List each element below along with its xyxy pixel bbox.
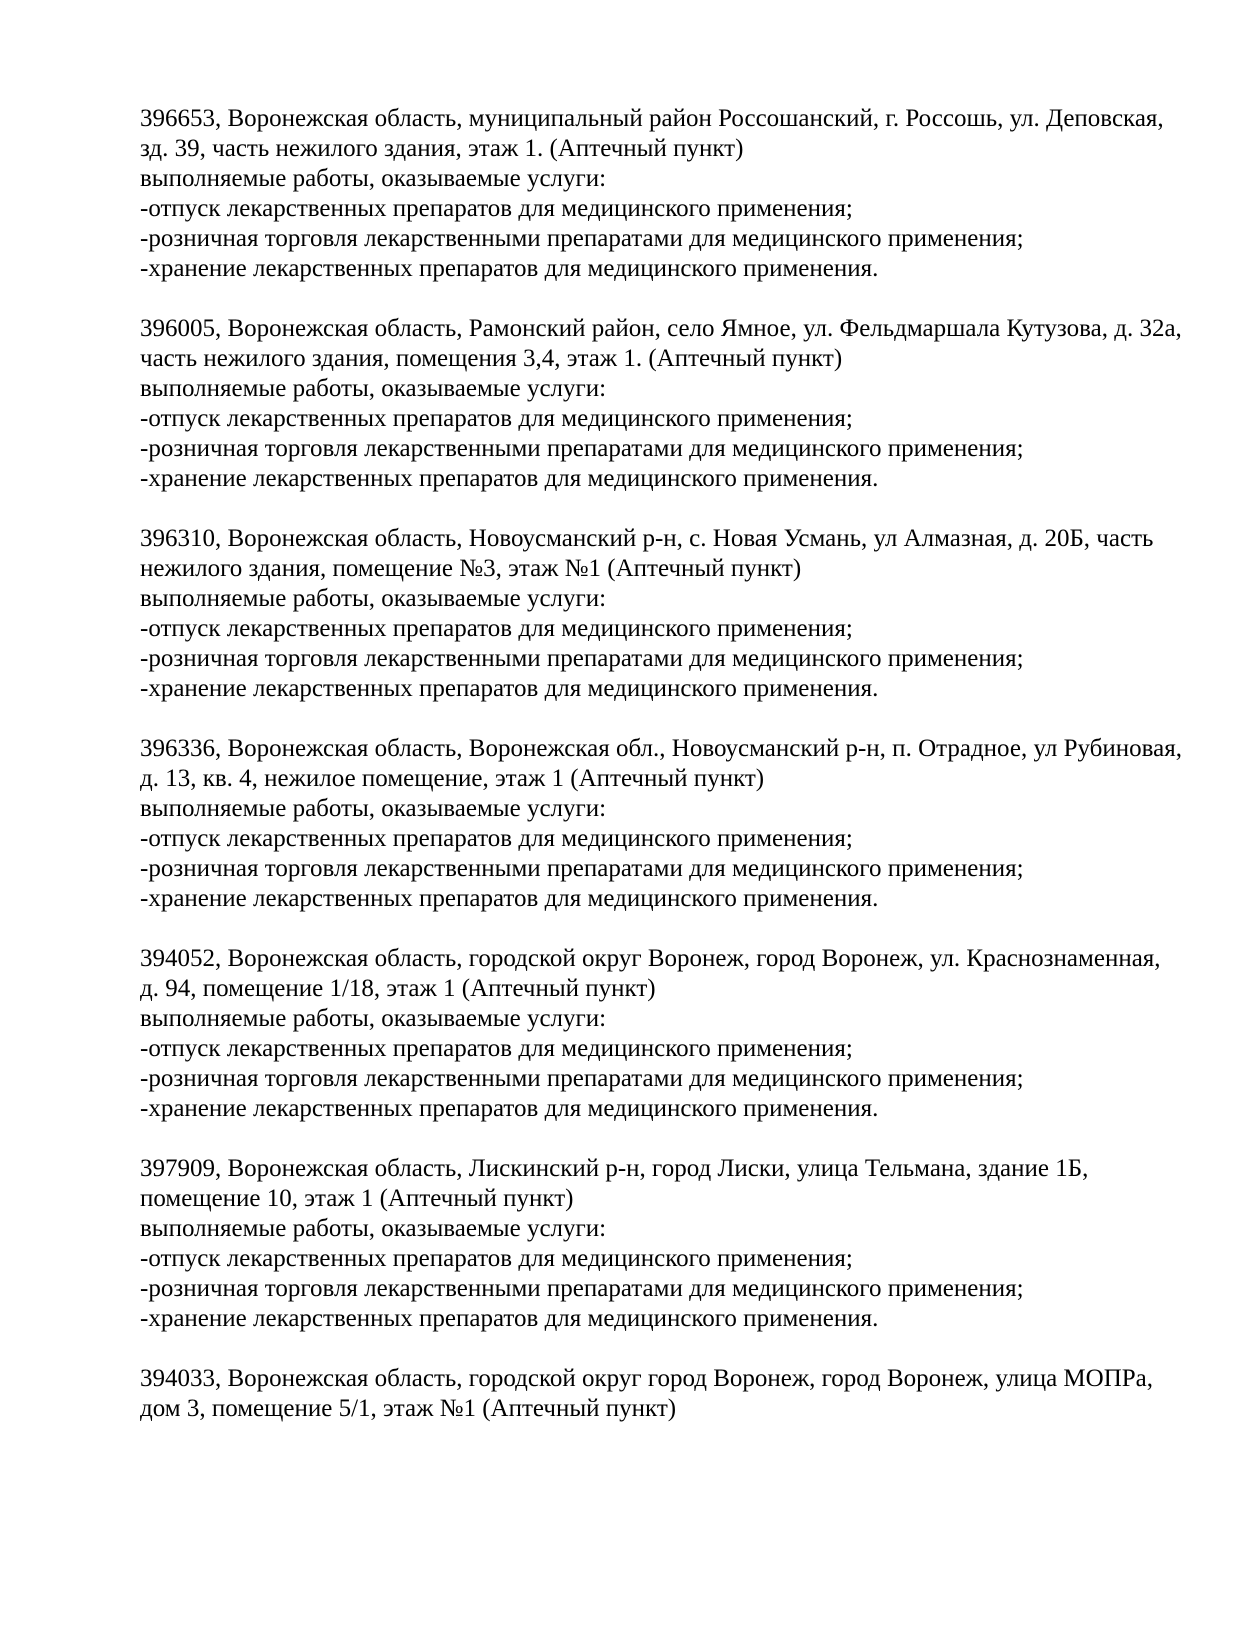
entry-service-line: -хранение лекарственных препаратов для медицинского применения. [140,1305,879,1332]
entry-service-line: -отпуск лекарственных препаратов для медицинского применения; [140,1245,853,1272]
entry-services-header: выполняемые работы, оказываемые услуги: [140,795,607,822]
entry-address: 396336, Воронежская область, Воронежская обл., Новоусманский р-н, п. Отрадное, ул Рубиновая, д. 13, кв. 4, нежилое помещение, этаж 1 (Аптечный пункт) [140,735,1182,792]
entry-services-header: выполняемые работы, оказываемые услуги: [140,585,607,612]
entry-service-line: -розничная торговля лекарственными препаратами для медицинского применения; [140,855,1024,882]
entry-service-line: -отпуск лекарственных препаратов для медицинского применения; [140,1035,853,1062]
entry-service-line: -хранение лекарственных препаратов для медицинского применения. [140,1095,879,1122]
entry-address: 396005, Воронежская область, Рамонский район, село Ямное, ул. Фельдмаршала Кутузова, д. 32а, часть нежилого здания, помещения 3,4, этаж 1. (Аптечный пункт) [140,315,1182,372]
entry-services-header: выполняемые работы, оказываемые услуги: [140,1215,607,1242]
entry-address: 397909, Воронежская область, Лискинский р-н, город Лиски, улица Тельмана, здание 1Б, помещение 10, этаж 1 (Аптечный пункт) [140,1155,1089,1212]
license-entry [140,944,1185,1124]
entry-address: 396310, Воронежская область, Новоусманский р-н, с. Новая Усмань, ул Алмазная, д. 20Б, часть нежилого здания, помещение №3, этаж №1 (Аптечный пункт) [140,525,1154,582]
license-entry [140,524,1185,704]
license-entry [140,314,1185,494]
entry-service-line: -отпуск лекарственных препаратов для медицинского применения; [140,405,853,432]
entry-service-line: -розничная торговля лекарственными препаратами для медицинского применения; [140,435,1024,462]
entry-service-line: -розничная торговля лекарственными препаратами для медицинского применения; [140,1065,1024,1092]
license-entries-list [140,104,1185,1424]
entry-service-line: -отпуск лекарственных препаратов для медицинского применения; [140,615,853,642]
entry-service-line: -хранение лекарственных препаратов для медицинского применения. [140,885,879,912]
license-entry [140,104,1185,284]
license-entry [140,1364,1185,1424]
entry-service-line: -розничная торговля лекарственными препаратами для медицинского применения; [140,225,1024,252]
license-entry [140,1154,1185,1334]
entry-services-header: выполняемые работы, оказываемые услуги: [140,165,607,192]
entry-service-line: -хранение лекарственных препаратов для медицинского применения. [140,465,879,492]
entry-address: 394052, Воронежская область, городской округ Воронеж, город Воронеж, ул. Краснознаменная, д. 94, помещение 1/18, этаж 1 (Аптечный пункт) [140,945,1161,1002]
entry-service-line: -хранение лекарственных препаратов для медицинского применения. [140,255,879,282]
entry-services-header: выполняемые работы, оказываемые услуги: [140,1005,607,1032]
entry-service-line: -отпуск лекарственных препаратов для медицинского применения; [140,825,853,852]
entry-service-line: -розничная торговля лекарственными препаратами для медицинского применения; [140,645,1024,672]
entry-service-line: -отпуск лекарственных препаратов для медицинского применения; [140,195,853,222]
entry-service-line: -розничная торговля лекарственными препаратами для медицинского применения; [140,1275,1024,1302]
license-entry [140,734,1185,914]
entry-service-line: -хранение лекарственных препаратов для медицинского применения. [140,675,879,702]
entry-address: 396653, Воронежская область, муниципальный район Россошанский, г. Россошь, ул. Деповская, зд. 39, часть нежилого здания, этаж 1. (Аптечный пункт) [140,105,1164,162]
entry-address: 394033, Воронежская область, городской округ город Воронеж, город Воронеж, улица МОПРа, дом 3, помещение 5/1, этаж №1 (Аптечный пункт) [140,1365,1154,1422]
entry-services-header: выполняемые работы, оказываемые услуги: [140,375,607,402]
